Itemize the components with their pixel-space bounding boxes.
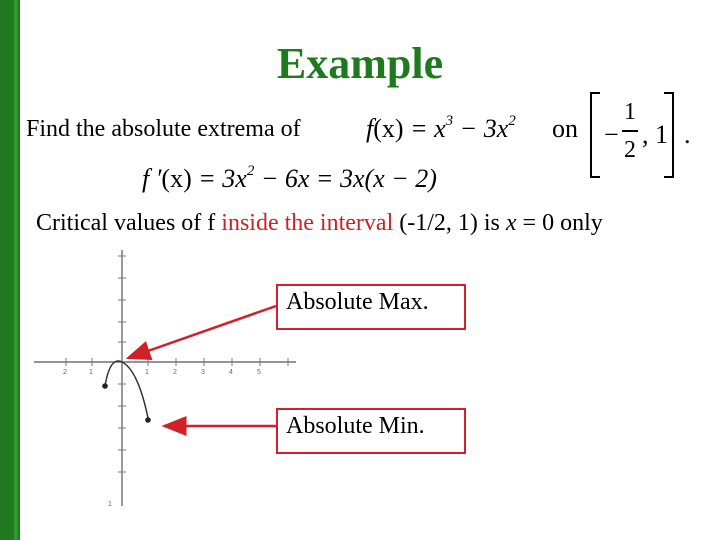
function-var: (x) xyxy=(373,114,404,143)
derivative-var: (x) xyxy=(161,164,192,193)
fraction-denominator: 2 xyxy=(624,137,636,163)
x-tick-label: 2 xyxy=(173,369,177,376)
interval-notation xyxy=(590,92,702,176)
x-tick-label: 3 xyxy=(201,369,205,376)
fraction xyxy=(622,94,638,168)
x-tick-label: 1 xyxy=(145,369,149,376)
derivative-eq: = 3x xyxy=(191,164,247,193)
x-tick-label: 1 xyxy=(89,369,93,376)
derivative-name: f ′ xyxy=(142,164,162,193)
derivative-rest: − 6x = 3x(x − 2) xyxy=(254,164,437,193)
critical-part2: (-1/2, 1) is xyxy=(393,210,506,236)
fraction-numerator: 1 xyxy=(624,99,636,125)
x-tick-label: 4 xyxy=(229,369,233,376)
function-curve xyxy=(105,361,148,418)
function-eq: = x xyxy=(403,114,446,143)
critical-values-text xyxy=(36,210,603,237)
derivative-formula xyxy=(142,164,437,194)
prompt-text: Find the absolute extrema of xyxy=(26,116,301,142)
absolute-max-label: Absolute Max. xyxy=(276,284,466,330)
derivative-exp: 2 xyxy=(246,163,255,179)
interval-right-value: , 1 xyxy=(642,120,668,149)
absolute-min-label: Absolute Min. xyxy=(276,408,466,454)
function-exp2: 2 xyxy=(508,113,516,129)
x-tick-label: 5 xyxy=(257,369,261,376)
y-tick-label: 1 xyxy=(108,501,112,508)
critical-part3: = 0 only xyxy=(516,210,603,236)
x-tick-labels xyxy=(63,369,261,376)
on-word: on xyxy=(552,114,578,143)
right-endpoint xyxy=(145,417,151,423)
function-exp1: 3 xyxy=(445,113,454,129)
slide-title: Example xyxy=(276,39,444,88)
right-bracket xyxy=(664,92,674,178)
x-tick-label: 2 xyxy=(63,369,67,376)
function-mid: − 3x xyxy=(453,114,509,143)
critical-var: x xyxy=(505,210,517,236)
left-endpoint xyxy=(102,383,108,389)
function-name: f xyxy=(366,114,374,143)
critical-highlight: inside the interval xyxy=(221,210,394,236)
function-formula xyxy=(366,114,516,144)
end-punctuation: . xyxy=(684,120,691,149)
function-graph xyxy=(30,248,300,510)
critical-part1: Critical values of f xyxy=(36,210,222,236)
negative-sign: − xyxy=(604,120,619,149)
left-bracket xyxy=(590,92,600,178)
